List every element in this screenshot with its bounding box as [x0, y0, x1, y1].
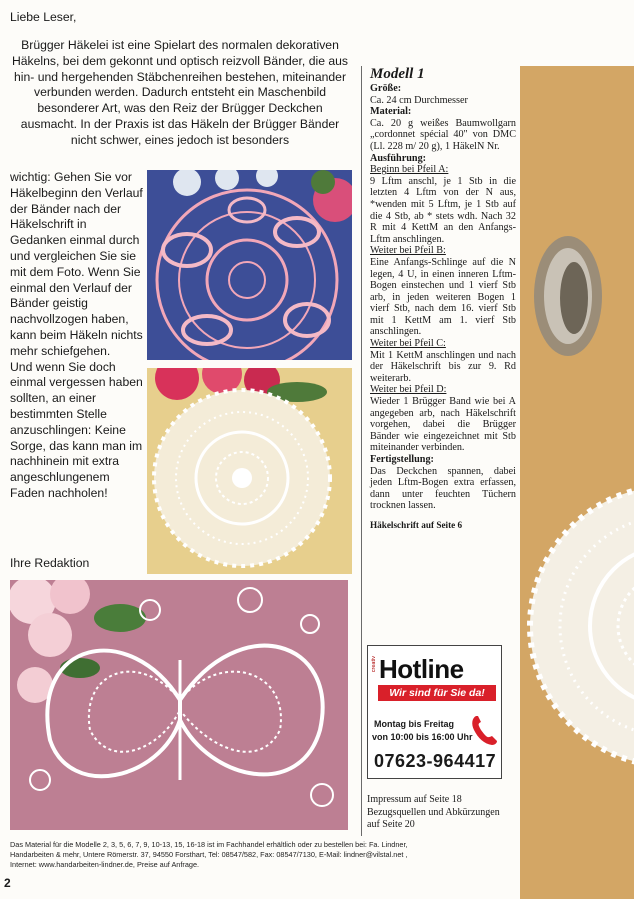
- hotline-ad: [367, 645, 502, 779]
- sources-note: Bezugsquellen und Abkürzungen auf Seite 20: [367, 806, 500, 831]
- page-number: 2: [4, 876, 11, 890]
- execution-heading: Ausführung:: [370, 152, 427, 164]
- footer-supplier-info: [10, 840, 520, 870]
- imprint-note: Impressum auf Seite 18: [367, 794, 462, 805]
- step-d-heading: Weiter bei Pfeil D:: [370, 384, 447, 396]
- instructions-column: [370, 66, 516, 532]
- photo-white-doily: [147, 368, 352, 574]
- photo-doily-right-edge: [520, 66, 634, 899]
- footer-line-2: Handarbeiten & mehr, Untere Römerstr. 37, 94550 Forsthart, Tel: 08547/582, Fax: 08547/7130, E-Mail: lindner@vilstal.net ,: [10, 850, 408, 859]
- hotline-slogan: Wir sind für Sie da!: [378, 685, 496, 701]
- intro-paragraph-2: Und wenn Sie doch einmal vergessen haben sollten, an einer bestimmten Stelle anzuschlingen: Keine Sorge, das kann man im nachhinein mit extra angeschlungenem Faden nachholen!: [10, 359, 143, 500]
- signature: Ihre Redaktion: [10, 556, 90, 570]
- greeting: Liebe Leser,: [10, 10, 77, 24]
- footer-line-1: Das Material für die Modelle 2, 3, 5, 6, 7, 9, 10-13, 15, 16-18 ist im Fachhandel erhältlich oder zu bestellen bei: Fa. Lindner,: [10, 840, 408, 849]
- intro-lead-paragraph: Brügger Häkelei ist eine Spielart des normalen dekorativen Häkelns, bei dem gekonnt und optisch reizvoll Bänder, die aus hin- und hergehenden Stäbchenreihen bestehen, miteinander verbunden werden. Dadurch entsteht ein Maschenbild besonderer Art, was den Reiz der Brügger Deckchen ausmacht. In der Praxis ist das Häkeln der Brügger Bänder nicht schwer, eines jedoch ist besonders: [11, 38, 349, 147]
- photo-butterfly-doily: [10, 580, 348, 830]
- hotline-phone-number: 07623-964417: [374, 751, 497, 771]
- hotline-hours-time: von 10:00 bis 16:00 Uhr: [372, 732, 473, 742]
- step-b-text: Eine Anfangs-Schlinge auf die N legen, 4 U, in einen inneren Lftm-Bogen einstechen und 1 vierf Stb arb, in jeden weiteren Bogen 1 vierf Stb, nach dem 16. vierf Stb mit 1 KettM am 1. vierf Stb anschlingen.: [370, 256, 516, 338]
- chart-reference: Häkelschrift auf Seite 6: [370, 519, 463, 530]
- hotline-title: Hotline: [379, 654, 464, 684]
- intro-paragraph-1: wichtig: Gehen Sie vor Häkelbeginn den Verlauf der Bänder nach der Häkelschrift in Gedanken einmal durch und vergleichen Sie sie mit dem Foto. Wenn Sie einmal den Verlauf der Bänder geistig nachvollzogen haben, kann beim Häkeln nichts mehr schiefgehen.: [10, 170, 143, 358]
- step-c-heading: Weiter bei Pfeil C:: [370, 338, 446, 350]
- size-heading: Größe:: [370, 83, 402, 94]
- finish-heading: Fertigstellung:: [370, 454, 434, 465]
- step-b-heading: Weiter bei Pfeil B:: [370, 245, 446, 257]
- step-d-text: Wieder 1 Brügger Band wie bei A angegeben arb, nach Häkelschrift vorgehen, dabei die Brügger Bänder wie eingezeichnet mit Stb miteinander verbinden.: [370, 396, 516, 454]
- size-text: Ca. 24 cm Durchmesser: [370, 94, 468, 106]
- material-heading: Material:: [370, 106, 412, 118]
- finish-text: Das Deckchen spannen, dabei jeden Lftm-Bogen extra erfassen, dann unter feuchten Tüchern trocknen lassen.: [370, 465, 516, 512]
- photo-pink-doily: [147, 170, 352, 360]
- notes-block: [367, 794, 512, 832]
- footer-line-3: Internet: www.handarbeiten-lindner.de, Preise auf Anfrage.: [10, 860, 200, 869]
- step-a-heading: Beginn bei Pfeil A:: [370, 164, 449, 176]
- model-title: Modell 1: [370, 66, 425, 82]
- column-divider: [361, 66, 362, 836]
- telephone-icon: [468, 712, 500, 748]
- intro-side-text: [10, 170, 144, 502]
- step-a-text: 9 Lftm anschl, je 1 Stb in die letzten 4 Lftm von der N aus, *wenden mit 5 Lftm, je 1 Stb auf die 4 Stb, ab * stets wdh. Nach 32 R mit 4 KettM an den Anfangs-Lftm anschlingen.: [370, 175, 516, 245]
- step-c-text: Mit 1 KettM anschlingen und nach der Häkelschrift bis zur 9. Rd weiterarb.: [370, 349, 516, 384]
- material-text: Ca. 20 g weißes Baumwollgarn „cordonnet spécial 40" von DMC (Ll. 228 m/ 20 g), 1 HäkelN Nr.: [370, 117, 516, 152]
- hotline-brand-small: creativ: [371, 656, 377, 673]
- hotline-hours-days: Montag bis Freitag: [374, 719, 455, 729]
